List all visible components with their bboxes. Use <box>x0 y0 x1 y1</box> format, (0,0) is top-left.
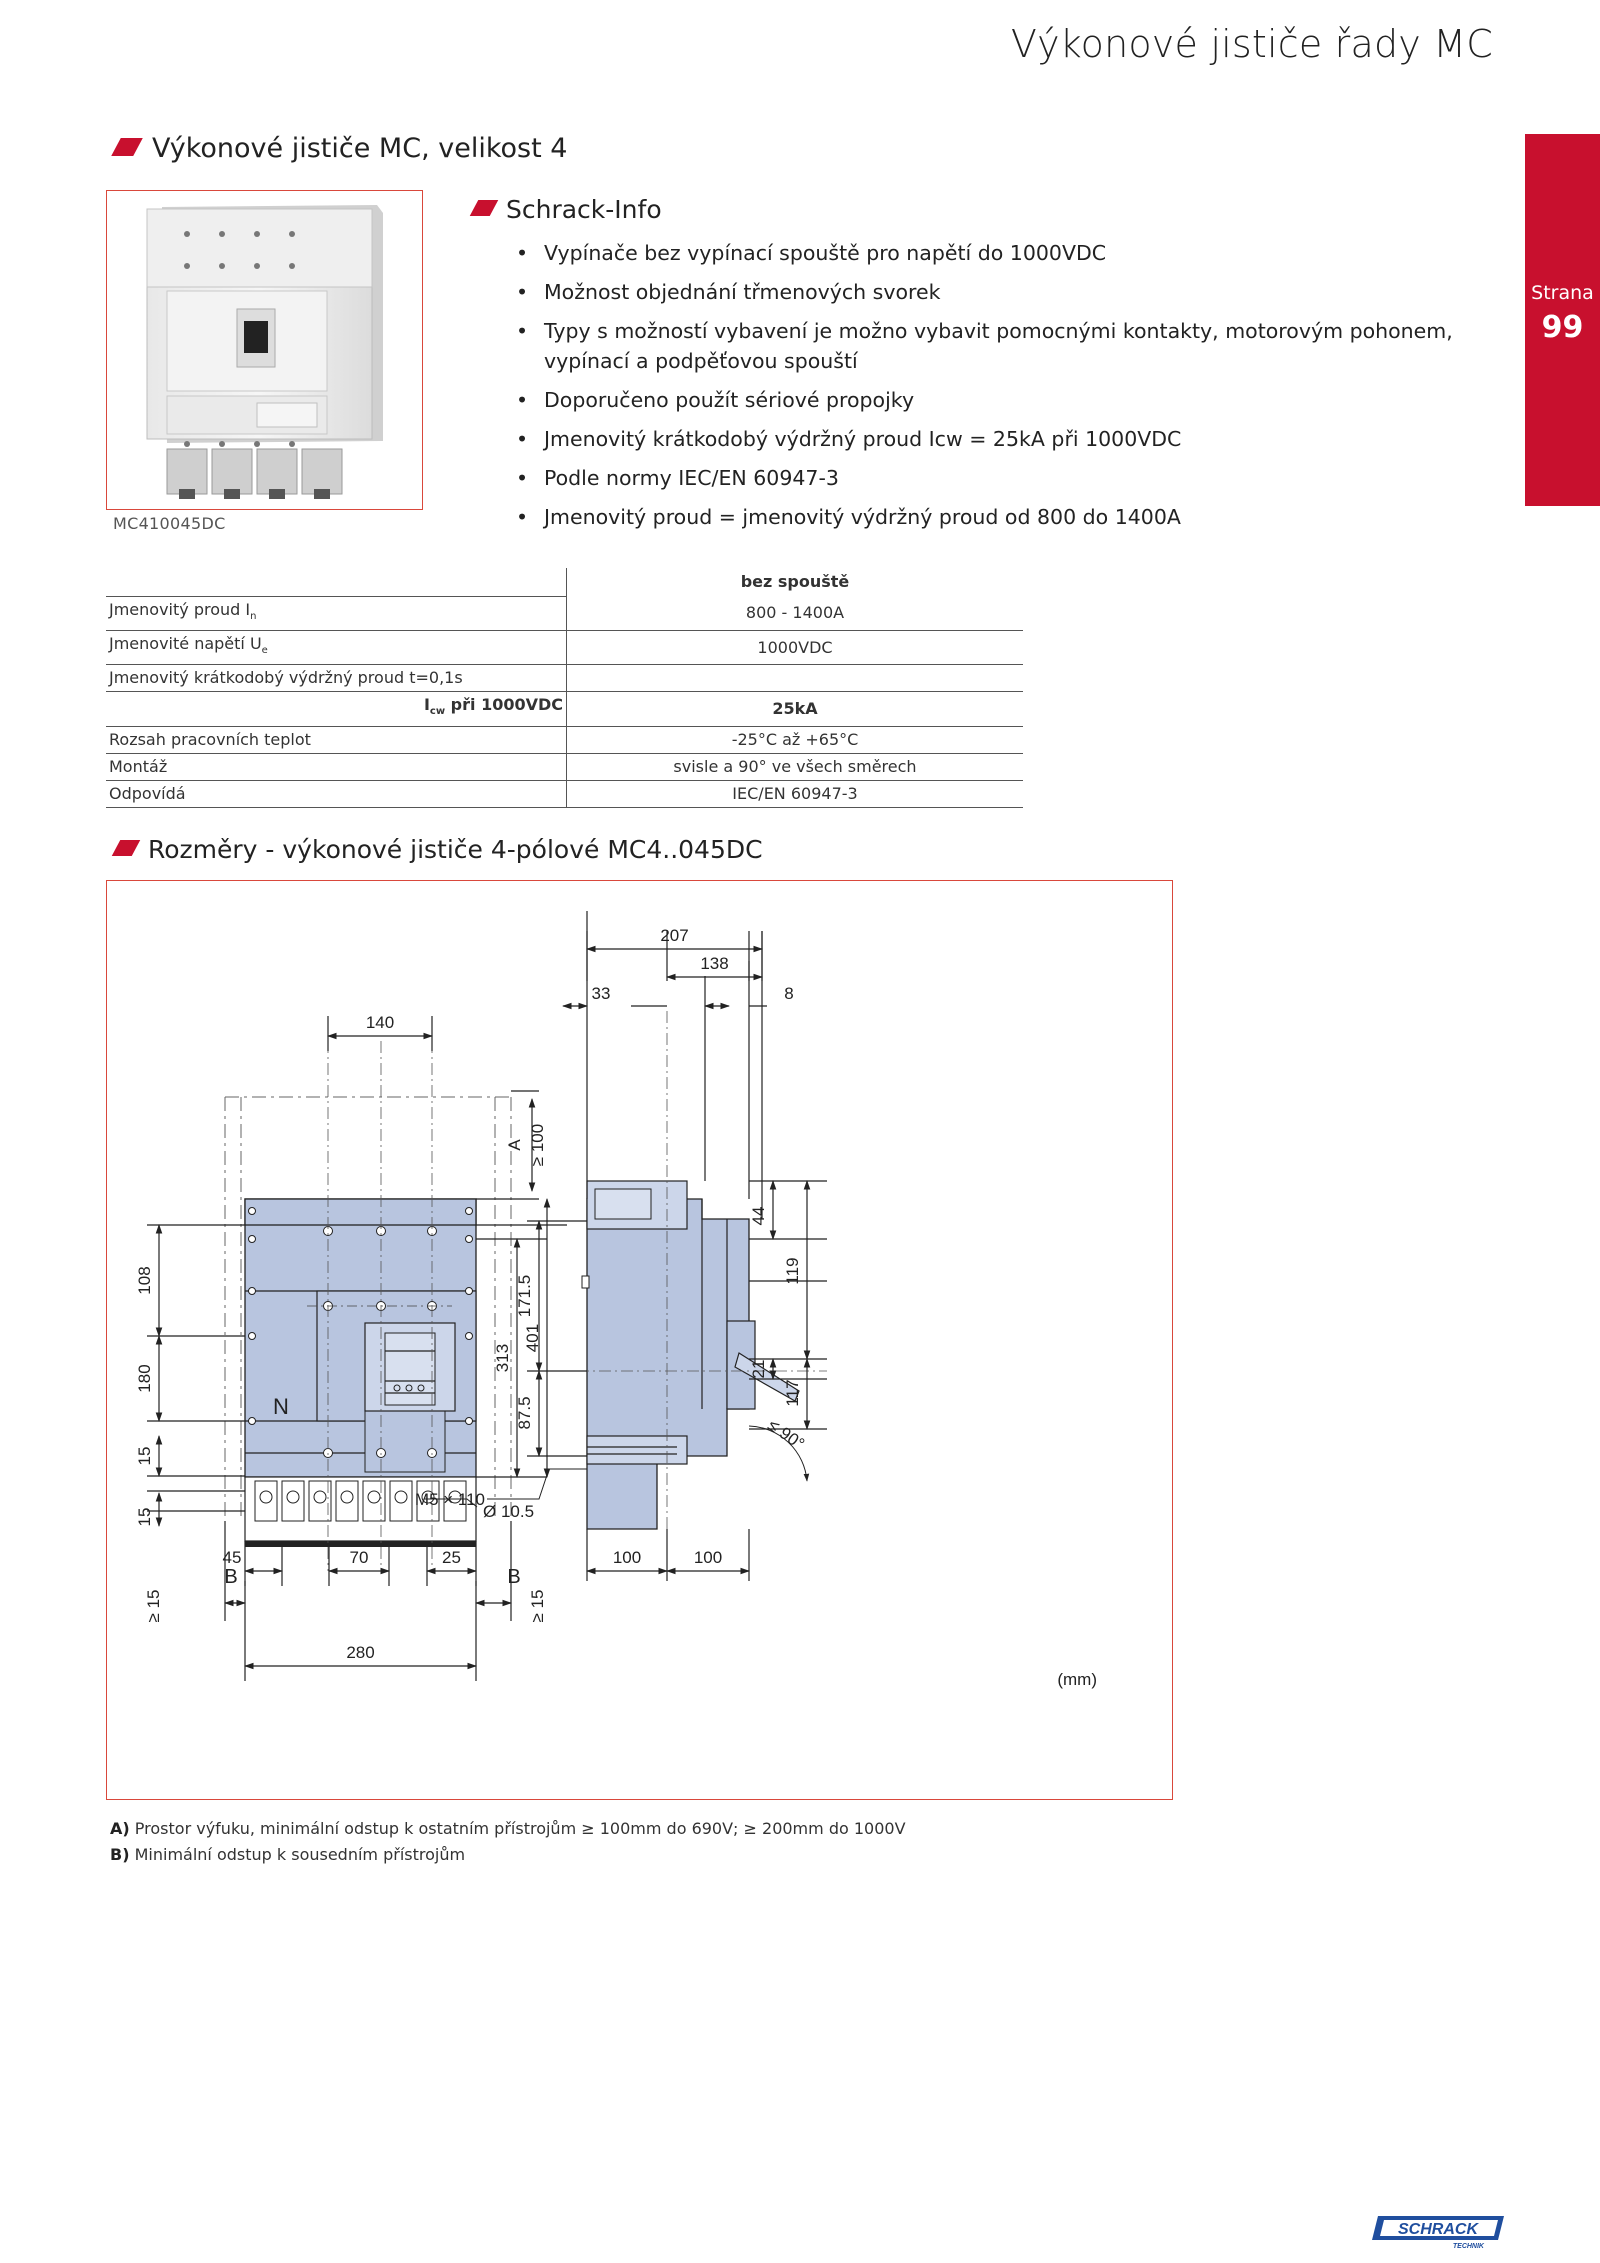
table-row <box>106 597 1023 631</box>
dimension-label: M5 × 110 <box>414 1490 485 1509</box>
section-title-text: Rozměry - výkonové jističe 4-pólové MC4..045DC <box>148 835 763 864</box>
spec-label: Montáž <box>106 753 567 780</box>
footnote-b: B) Minimální odstup k sousedním přístrojům <box>110 1845 466 1864</box>
dimension-label: 108 <box>135 1266 154 1295</box>
breaker-base <box>245 1541 476 1547</box>
spec-header-row <box>106 568 1023 597</box>
terminal-hole <box>395 1491 407 1503</box>
spec-label: Rozsah pracovních teplot <box>106 726 567 753</box>
logo-text: SCHRACK <box>1398 2221 1478 2238</box>
dimension-label: 33 <box>591 984 611 1003</box>
dimension-label: N <box>273 1394 289 1419</box>
info-title-text: Schrack-Info <box>506 195 662 224</box>
spec-header: bez spouště <box>740 572 850 592</box>
side-bottom-terminal <box>587 1436 687 1464</box>
screw <box>466 1236 473 1243</box>
info-bullet: • Typy s možností vybavení je možno vybavit pomocnými kontakty, motorovým pohonem, vypínací a podpěťovou spouští <box>512 316 1492 376</box>
dimension-label: 25 <box>442 1548 461 1567</box>
schrack-logo <box>1372 2212 1506 2250</box>
section-marker-icon <box>112 840 141 856</box>
info-bullet: • Jmenovitý proud = jmenovitý výdržný proud od 800 do 1400A <box>512 502 1492 532</box>
dimension-drawing <box>106 880 1173 1800</box>
dimension-label: 87.5 <box>515 1396 534 1430</box>
dimension-label: 70 <box>349 1548 369 1567</box>
screw <box>249 1288 256 1295</box>
side-top-hatch <box>595 1189 651 1219</box>
screw <box>466 1333 473 1340</box>
terminal-hole <box>287 1491 299 1503</box>
dimension-label: 117 <box>783 1379 802 1407</box>
breaker-photo-illustration <box>107 191 421 508</box>
leader-line <box>487 1469 587 1499</box>
page-number: 99 <box>1541 310 1584 345</box>
dimension-label: 138 <box>700 954 729 973</box>
dimension-label: 15 <box>135 1507 154 1527</box>
spec-value: 1000VDC <box>567 631 1024 665</box>
dimension-label: ≥ 15 <box>144 1589 163 1623</box>
dimension-label: 45 <box>222 1548 242 1567</box>
spec-label: $I_{cw}$ při 1000VDC <box>106 692 567 726</box>
spec-value <box>567 665 1024 692</box>
spec-value: svisle a 90° ve všech směrech <box>567 753 1024 780</box>
terminal-hole <box>341 1491 353 1503</box>
info-bullet: • Podle normy IEC/EN 60947-3 <box>512 463 1492 493</box>
dimension-label: A <box>505 1139 524 1151</box>
screw <box>249 1418 256 1425</box>
dimension-label: B <box>224 1566 238 1588</box>
info-bullet: • Doporučeno použít sériové propojky <box>512 385 1492 415</box>
info-bullet-list <box>512 238 1492 541</box>
dimension-label: 207 <box>660 926 689 945</box>
terminal-hole <box>368 1491 380 1503</box>
page-title: Výkonové jističe řady MC <box>1010 22 1493 66</box>
info-bullet: • Vypínače bez vypínací spouště pro napětí do 1000VDC <box>512 238 1492 268</box>
info-title <box>474 195 662 224</box>
screw <box>249 1333 256 1340</box>
spec-table <box>106 568 1023 808</box>
dimension-label: 171.5 <box>515 1274 534 1318</box>
handle <box>385 1333 435 1405</box>
spec-value: IEC/EN 60947-3 <box>567 780 1024 807</box>
terminal-hole <box>314 1491 326 1503</box>
dimension-label: (mm) <box>1057 1670 1097 1689</box>
spec-value: 25kA <box>567 692 1024 726</box>
screw <box>466 1288 473 1295</box>
dimension-label: 8 <box>784 984 794 1003</box>
dimension-label: 15 <box>135 1446 154 1466</box>
spec-label: Jmenovité napětí $U_e$ <box>106 631 567 665</box>
dimension-label: 100 <box>693 1548 723 1567</box>
dimension-label: 140 <box>365 1013 395 1032</box>
dimension-label: B <box>507 1566 521 1588</box>
section-title-size4 <box>116 133 567 164</box>
table-row <box>106 780 1023 807</box>
footnotes <box>110 1816 906 1868</box>
screw <box>466 1208 473 1215</box>
dimension-label: 44 <box>749 1206 768 1226</box>
side-pin <box>582 1276 589 1288</box>
dimension-label: 401 <box>523 1323 542 1353</box>
schrack-logo-graphic <box>1372 2212 1506 2250</box>
page-tab-label: Strana <box>1531 282 1594 304</box>
terminal-block <box>245 1477 476 1541</box>
spec-label: Jmenovitý proud $I_n$ <box>106 597 567 631</box>
section-title-text: Výkonové jističe MC, velikost 4 <box>152 133 568 164</box>
table-row <box>106 726 1023 753</box>
product-photo <box>106 190 423 510</box>
dimension-label: 180 <box>135 1364 154 1393</box>
page-tab <box>1525 134 1600 506</box>
spec-value: -25°C až +65°C <box>567 726 1024 753</box>
spec-label: Jmenovitý krátkodobý výdržný proud t=0,1s <box>106 665 567 692</box>
table-row <box>106 753 1023 780</box>
table-row <box>106 665 1023 692</box>
dimension-label: 313 <box>493 1343 512 1373</box>
table-row <box>106 631 1023 665</box>
breaker-top-strip <box>245 1199 476 1225</box>
dimension-label: 21 <box>749 1359 768 1379</box>
screw <box>466 1418 473 1425</box>
footnote-a: A) Prostor výfuku, minimální odstup k ostatním přístrojům ≥ 100mm do 690V; ≥ 200mm do 1000V <box>110 1819 906 1838</box>
info-bullet: • Jmenovitý krátkodobý výdržný proud Icw = 25kA při 1000VDC <box>512 424 1492 454</box>
dimension-label: ≥ 15 <box>528 1589 547 1623</box>
dimension-drawing-detail <box>107 881 1171 1798</box>
terminal-hole <box>260 1491 272 1503</box>
table-row <box>106 692 1023 726</box>
section-title-dimensions <box>116 835 763 864</box>
spec-label: Odpovídá <box>106 780 567 807</box>
screw <box>249 1236 256 1243</box>
side-body <box>587 1199 749 1529</box>
dimension-label: 100 <box>612 1548 642 1567</box>
spec-value: 800 - 1400A <box>567 597 1024 631</box>
dimension-label: ≥ 100 <box>528 1123 547 1167</box>
info-bullet: • Možnost objednání třmenových svorek <box>512 277 1492 307</box>
dimension-label: Ø 10.5 <box>483 1502 535 1521</box>
section-marker-icon <box>111 138 143 156</box>
dimension-label: 119 <box>783 1257 802 1285</box>
dimension-label: 280 <box>346 1643 375 1662</box>
dimension-label: ≤ 90° <box>764 1415 808 1454</box>
logo-subtext: TECHNIK <box>1452 2243 1484 2250</box>
photo-caption: MC410045DC <box>113 514 226 533</box>
screw <box>249 1208 256 1215</box>
info-marker-icon <box>470 200 499 216</box>
